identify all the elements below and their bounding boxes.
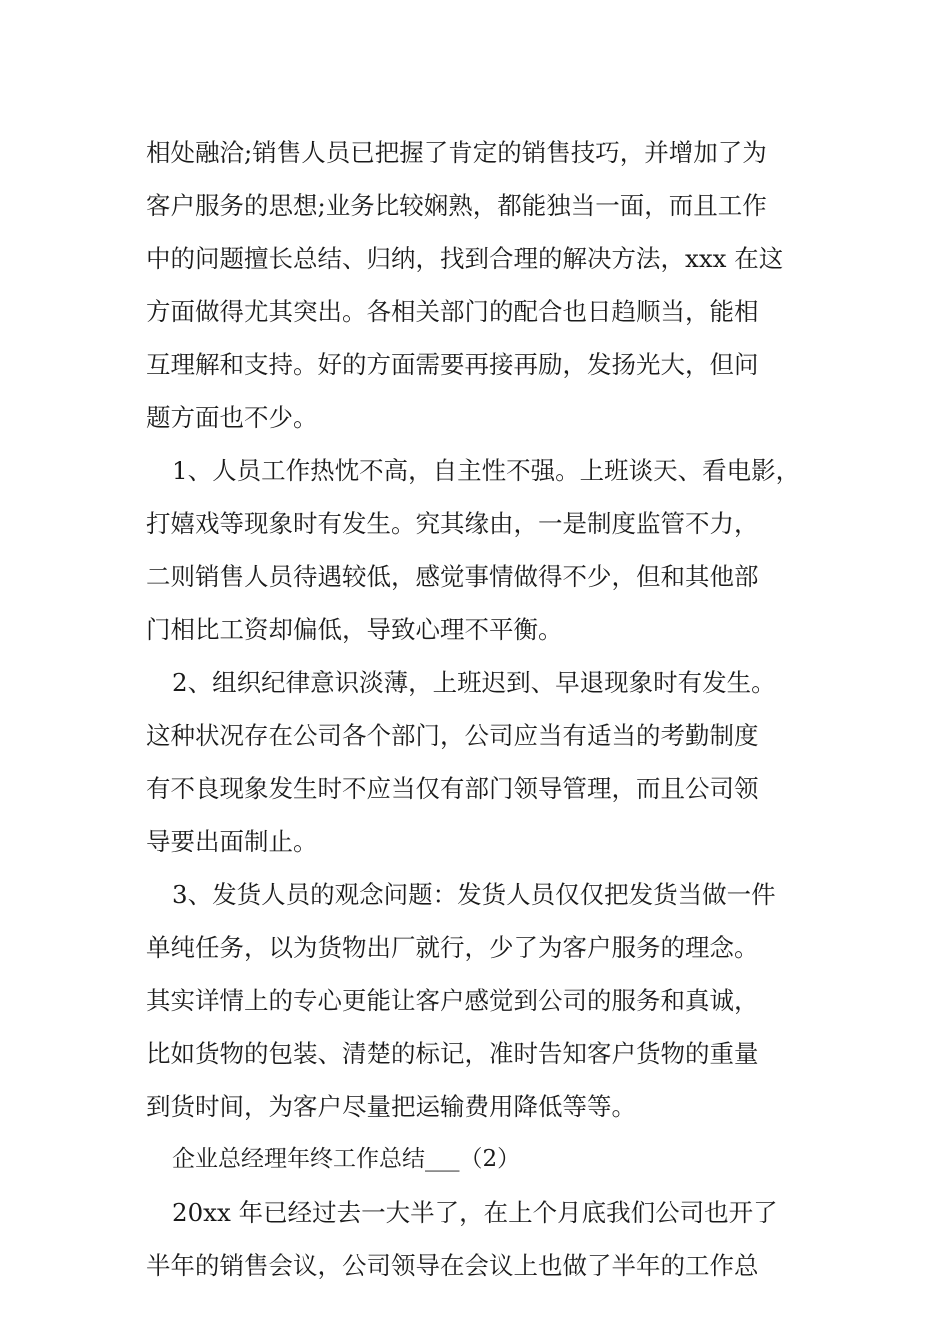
text-line: 题方面也不少。 xyxy=(146,403,318,432)
text-line: 方面做得尤其突出。各相关部门的配合也日趋顺当，能相 xyxy=(146,297,759,326)
text-line: 导要出面制止。 xyxy=(146,827,318,856)
section-heading: 企业总经理年终工作总结___（2） xyxy=(172,1146,521,1172)
text-line: 相处融洽;销售人员已把握了肯定的销售技巧，并增加了为 xyxy=(146,138,767,167)
text-line: 打嬉戏等现象时有发生。究其缘由，一是制度监管不力， xyxy=(146,509,759,538)
document-body xyxy=(146,126,816,1292)
text-line: 互理解和支持。好的方面需要再接再励，发扬光大，但问 xyxy=(146,350,759,379)
text-line: 中的问题擅长总结、归纳，找到合理的解决方法，xxx 在这 xyxy=(146,244,784,273)
text-line: 二则销售人员待遇较低，感觉事情做得不少，但和其他部 xyxy=(146,562,759,591)
text-line: 门相比工资却偏低，导致心理不平衡。 xyxy=(146,615,563,644)
text-line: 半年的销售会议，公司领导在会议上也做了半年的工作总 xyxy=(146,1251,759,1280)
text-line: 1、人员工作热忱不高，自主性不强。上班谈天、看电影， xyxy=(172,456,801,485)
text-line: 到货时间，为客户尽量把运输费用降低等等。 xyxy=(146,1092,636,1121)
text-line: 客户服务的思想;业务比较娴熟，都能独当一面，而且工作 xyxy=(146,191,767,220)
text-line: 单纯任务，以为货物出厂就行，少了为客户服务的理念。 xyxy=(146,933,759,962)
text-line: 比如货物的包装、清楚的标记，准时告知客户货物的重量 xyxy=(146,1039,759,1068)
text-line: 有不良现象发生时不应当仅有部门领导管理，而且公司领 xyxy=(146,774,759,803)
text-line: 3、发货人员的观念问题：发货人员仅仅把发货当做一件 xyxy=(172,880,776,909)
text-line: 这种状况存在公司各个部门，公司应当有适当的考勤制度 xyxy=(146,721,759,750)
text-line: 其实详情上的专心更能让客户感觉到公司的服务和真诚， xyxy=(146,986,759,1015)
text-line: 2、组织纪律意识淡薄，上班迟到、早退现象时有发生。 xyxy=(172,668,776,697)
text-line: 20xx 年已经过去一大半了，在上个月底我们公司也开了 xyxy=(172,1198,778,1227)
